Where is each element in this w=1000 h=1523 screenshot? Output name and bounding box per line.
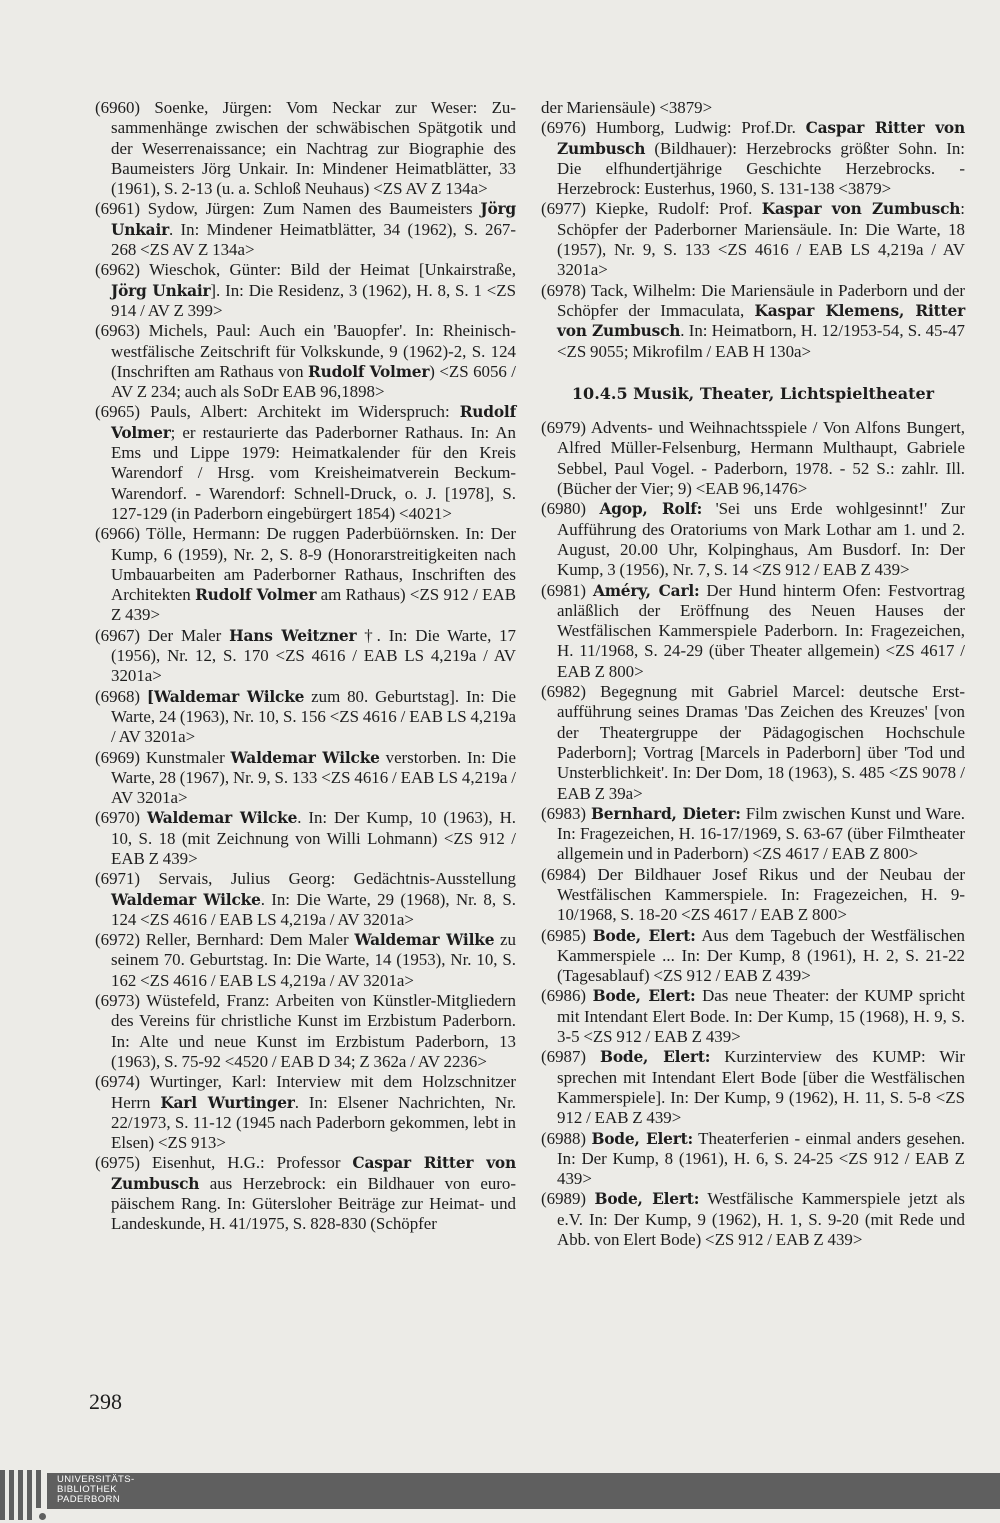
entry-text: (6984) Der Bildhauer Josef Rikus und der Neubau der Westfälischen Kammerspiele. In: Fragezeichen, H. 9-10/1968, S. 18-20 <ZS 4617 / EAB Z 800> (541, 864, 965, 925)
entry-text: am Rathaus) <ZS 912 / EAB Z 439> (111, 585, 516, 625)
entry-text: (6979) Advents- und Weihnachtsspiele / Von Alfons Bungert, Alfred Müller-Felsenburg, Hermann Multhaupt, Gabriele Sebbel, Paul Vogel. - Paderborn, 1978. - 52 S.: zahlr. Ill. (Bücher der Vier; 9) <EAB 96,1476> (541, 418, 965, 499)
entry-text: ]. In: Die Residenz, 3 (1962), H. 8, S. 1 <ZS 914 / AV Z 399> (111, 280, 516, 320)
entry-text: . In: Mindener Heimatblätter, 34 (1962), S. 267-268 <ZS AV Z 134a> (111, 219, 516, 260)
entry-text: zu seinem 70. Geburtstag. In: Die Warte, 14 (1953), Nr. 10, S. 162 <ZS 4616 / EAB LS 4,219a / AV 3201a> (111, 930, 516, 990)
entry-text: (6987) (541, 1047, 601, 1067)
logo-bar (0, 1470, 5, 1520)
bibliography-entry (541, 199, 965, 280)
bibliography-entry (541, 1129, 965, 1190)
entry-name-bold: Bode, Elert: (591, 1129, 694, 1148)
footer-band (47, 1473, 1000, 1509)
bibliography-entry (541, 118, 965, 199)
bibliography-entry (541, 418, 965, 499)
bibliography-entry (541, 281, 965, 362)
entry-name-bold: Waldemar Wilcke (230, 748, 380, 767)
bibliography-entry (95, 748, 516, 809)
entry-text: . In: Elsener Nachrichten, Nr. 22/1973, S. 11-12 (1945 nach Paderborn gekommen, lebt in Elsen) <ZS 913> (111, 1092, 516, 1153)
entry-text: (6968) (95, 686, 147, 706)
entry-text: 'Sei uns Erde wohlgesinnt!' Zur Aufführung des Oratoriums von Mark Lothar am 1. und 2. August, 20.00 Uhr, Kolpinghaus, Am Busdorf. In: Der Kump, 3 (1956), Nr. 7, S. 14 <ZS 912 / EAB Z 439> (557, 499, 966, 580)
entry-text: (6960) Soenke, Jürgen: Vom Neckar zur Weser: Zusammenhänge zwischen der schwäbischen Spätgotik und der Weserrenaissance; ein Nachtrag zur Biographie des Baumeisters Jörg Unkair. In: Mindener Heimatblätter, 33 (1961), S. 2-13 (u. a. Schloß Neuhaus) <ZS AV Z 134a> (95, 98, 516, 199)
bibliography-entry (95, 626, 516, 687)
left-column (95, 98, 516, 1235)
entry-name-bold: Jörg Unkair (111, 200, 516, 239)
entry-name-bold: Améry, Carl: (592, 581, 700, 600)
entry-text: (6972) Reller, Bernhard: Dem Maler (95, 930, 355, 950)
logo-line: BIBLIOTHEK (57, 1484, 117, 1496)
entry-text: (6967) Der Maler (95, 625, 230, 645)
right-column-top-entries (541, 98, 965, 362)
entry-name-bold: Waldemar Wilcke (146, 809, 298, 828)
entry-name-bold: Waldemar Wilke (354, 931, 495, 950)
entry-name-bold: Rudolf Volmer (111, 403, 516, 442)
entry-text: zum 80. Geburtstag]. In: Die Warte, 24 (1963), Nr. 10, S. 156 <ZS 4616 / EAB LS 4,219a / AV 3201a> (111, 686, 516, 747)
entry-text: der Mariensäule) <3879> (541, 98, 713, 117)
logo-bar (27, 1470, 32, 1520)
bibliography-entry (95, 869, 516, 930)
bibliography-entry (541, 682, 965, 804)
entry-text: (6970) (95, 808, 147, 828)
entry-text: (6976) Humborg, Ludwig: Prof.Dr. (541, 118, 806, 138)
entry-text: Westfälische Kammerspiele jetzt als e.V. In: Der Kump, 9 (1962), H. 1, S. 9-20 (mit Rede und Abb. von Elert Bode) <ZS 912 / EAB Z 439> (557, 1189, 965, 1250)
right-column-section-entries (541, 418, 965, 1250)
bibliography-entry (95, 98, 516, 199)
entry-name-bold: Rudolf Volmer (195, 586, 317, 605)
entry-text: . In: Die Warte, 29 (1968), Nr. 8, S. 124 <ZS 4616 / EAB LS 4,219a / AV 3201a> (111, 889, 516, 929)
entry-name-bold: [Waldemar Wilcke (146, 687, 305, 706)
bibliography-entry (541, 98, 965, 118)
bibliography-entry (541, 1047, 965, 1128)
bibliography-entry (541, 581, 965, 682)
entry-text: (6966) Tölle, Hermann: De ruggen Paderbüörnsken. In: Der Kump, 6 (1959), Nr. 2, S. 8-9 (Honorarstreitigkeiten nach Umbauarbeiten am Paderborner Rathaus, Inschriften des Architekten (95, 524, 516, 605)
entry-text: †. In: Die Warte, 17 (1956), Nr. 12, S. 170 <ZS 4616 / EAB LS 4,219a / AV 3201a> (111, 625, 516, 686)
entry-name-bold: Bode, Elert: (600, 1048, 711, 1067)
entry-text: Kurzinterview des KUMP: Wir sprechen mit Intendant Elert Bode [über die Westfälischen Kammerspiele]. In: Der Kump, 9 (1962), H. 11, S. 5-8 <ZS 912 / EAB Z 439> (557, 1047, 966, 1128)
entry-text: (6973) Wüstefeld, Franz: Arbeiten von Künstler-Mitgliedern des Vereins für christliche Kunst im Erzbistum Paderborn. In: Alte und neue Kunst im Erzbistum Paderborn, 13 (1963), S. 75-92 <4520 / EAB D 34; Z 362a / AV 2236> (95, 991, 516, 1071)
entry-name-bold: Bode, Elert: (592, 987, 696, 1006)
entry-name-bold: Bernhard, Dieter: (590, 804, 741, 823)
entry-text: . In: Heimatborn, H. 12/1953-54, S. 45-47 <ZS 9055; Mikrofilm / EAB H 130a> (557, 321, 965, 361)
library-logo-text (57, 1475, 135, 1506)
entry-name-bold: Caspar Ritter von Zumbusch (111, 1154, 516, 1193)
bibliography-entry (95, 930, 516, 991)
entry-name-bold: Agop, Rolf: (599, 500, 703, 519)
entry-text: verstorben. In: Die Warte, 28 (1967), Nr. 9, S. 133 <ZS 4616 / EAB LS 4,219a / AV 3201a> (111, 747, 516, 808)
entry-text: (6965) Pauls, Albert: Architekt im Widerspruch: (95, 402, 460, 422)
bibliography-entry (541, 865, 965, 926)
bibliography-entry (95, 687, 516, 748)
library-footer (0, 1470, 1000, 1523)
entry-text: Film zwischen Kunst und Ware. In: Fragezeichen, H. 16-17/1969, S. 63-67 (über Filmtheater allgemein und in Paderborn) <ZS 4617 / EAB Z 800> (557, 803, 965, 864)
logo-bar (18, 1470, 23, 1520)
page-number: 298 (89, 1389, 122, 1414)
entry-text: ; er restaurierte das Paderborner Rathaus. In: An Ems und Lippe 1979: Heimatkalender für den Kreis Warendorf / Hrsg. vom Kreisheimatverein Beckum-Warendorf. - Warendorf: Schnell-Druck, o. J. [1978], S. 127-129 (in Paderborn eingebürgert 1854) <4021> (111, 422, 516, 523)
entry-text: : Schöpfer der Paderborner Mariensäule. In: Die Warte, 18 (1957), Nr. 9, S. 133 <ZS 4616 / EAB LS 4,219a / AV 3201a> (557, 199, 965, 280)
bibliography-entry (541, 499, 965, 580)
entry-text: (6963) Michels, Paul: Auch ein 'Bauopfer'. In: Rheinisch-westfälische Zeitschrift für Volkskunde, 9 (1962)-2, S. 124 (Inschriften am Rathaus von (95, 321, 516, 381)
entry-text: (6981) (541, 580, 593, 600)
entry-name-bold: Rudolf Volmer (308, 362, 430, 381)
entry-name-bold: Bode, Elert: (592, 926, 696, 945)
entry-text: (6961) Sydow, Jürgen: Zum Namen des Baumeisters (95, 199, 481, 219)
entry-name-bold: Caspar Ritter von Zumbusch (557, 119, 965, 158)
entry-text: (6962) Wieschok, Günter: Bild der Heimat [Unkairstraße, (95, 260, 516, 280)
logo-bar (9, 1470, 14, 1520)
bibliography-entry (95, 199, 516, 260)
logo-bar (36, 1470, 41, 1508)
entry-text: (6977) Kiepke, Rudolf: Prof. (541, 199, 762, 219)
entry-name-bold: Bode, Elert: (594, 1190, 700, 1209)
entry-text: aus Herzebrock: ein Bildhauer von europäischem Rang. In: Gütersloher Beiträge zur Heimat- und Landeskunde, H. 41/1975, S. 828-830 (Schöpfer (111, 1173, 516, 1234)
bibliography-entry (541, 804, 965, 865)
section-heading: 10.4.5 Musik, Theater, Lichtspieltheater (571, 383, 935, 403)
entry-text: (6983) (541, 803, 591, 823)
entry-text: (6986) (541, 986, 593, 1006)
bibliography-entry (541, 926, 965, 987)
entry-text: Aus dem Tagebuch der Westfälischen Kammerspiele ... In: Der Kump, 8 (1961), H. 2, S. 21-22 (Tagesablauf) <ZS 912 / EAB Z 439> (557, 925, 966, 986)
bibliography-entry (95, 260, 516, 321)
entry-name-bold: Kaspar von Zumbusch (761, 200, 961, 219)
entry-text: (6988) (541, 1128, 592, 1148)
entry-text: (6974) Wurtinger, Karl: Interview mit dem Holzschnitzer Herrn (95, 1072, 516, 1112)
entry-text: (6985) (541, 925, 593, 945)
entry-name-bold: Karl Wurtinger (160, 1093, 295, 1112)
entry-text: . In: Der Kump, 10 (1963), H. 10, S. 18 (mit Zeichnung von Willi Lohmann) <ZS 912 / EAB Z 439> (111, 808, 516, 868)
entry-name-bold: Waldemar Wilcke (111, 890, 261, 909)
bibliography-entry (95, 991, 516, 1072)
bibliography-entry (95, 321, 516, 402)
bibliography-entry (95, 808, 516, 869)
bibliography-entry (95, 1153, 516, 1234)
bibliography-entry (541, 1189, 965, 1250)
logo-line: UNIVERSITÄTS- (57, 1474, 135, 1485)
entry-text: Das neue Theater: der KUMP spricht mit Intendant Elert Bode. In: Der Kump, 15 (1968), H. 9, S. 3-5 <ZS 912 / EAB Z 439> (557, 986, 966, 1047)
entry-text: Theaterferien - einmal anders gesehen. In: Der Kump, 8 (1961), H. 6, S. 24-25 <ZS 912 / EAB Z 439> (557, 1128, 965, 1189)
entry-text: (6978) Tack, Wilhelm: Die Mariensäule in Paderborn und der Schöpfer der Immaculata, (541, 280, 965, 320)
bibliography-entry (541, 986, 965, 1047)
entry-name-bold: Hans Weitzner (229, 626, 357, 645)
bibliography-entry (95, 524, 516, 625)
entry-name-bold: Kaspar Klemens, Ritter von Zumbusch (557, 301, 965, 341)
entry-text: (6969) Kunstmaler (95, 747, 231, 767)
entry-text: (6989) (541, 1189, 595, 1209)
entry-name-bold: Jörg Unkair (111, 281, 211, 300)
entry-text: (6980) (541, 499, 600, 519)
right-column (541, 98, 965, 1250)
logo-dot (39, 1513, 46, 1520)
entry-text: (6975) Eisenhut, H.G.: Professor (95, 1153, 353, 1173)
bibliography-entry (95, 402, 516, 524)
entry-text: (6971) Servais, Julius Georg: Gedächtnis-Ausstellung (95, 869, 516, 889)
entry-text: ) <ZS 6056 / AV Z 234; auch als SoDr EAB 96,1898> (111, 361, 516, 402)
entry-text: Der Hund hinterm Ofen: Festvortrag anläßlich der Eröffnung des Neuen Hauses der Westfälischen Kammerspiele Paderborn. In: Fragezeichen, H. 11/1968, S. 24-29 (über Theater allgemein) <ZS 4617 / EAB Z 800> (557, 580, 965, 681)
logo-line: PADERBORN (57, 1494, 121, 1506)
entry-text: (Bildhauer): Herzebrocks größter Sohn. In: Die elfhundertjährige Geschichte Herzebrocks. - Herzebrock: Eusterhus, 1960, S. 131-138 <3879> (557, 138, 965, 199)
entry-text: (6982) Begegnung mit Gabriel Marcel: deutsche Erstaufführung seines Dramas 'Das Zeichen des Kreuzes' [von der Theatergruppe der Pädagogischen Hochschule Paderborn]; Vortrag [Marcels in Paderborn] über 'Tod und Unsterblichkeit'. In: Der Dom, 18 (1963), S. 485 <ZS 9078 / EAB Z 39a> (541, 682, 965, 803)
bibliography-entry (95, 1072, 516, 1153)
